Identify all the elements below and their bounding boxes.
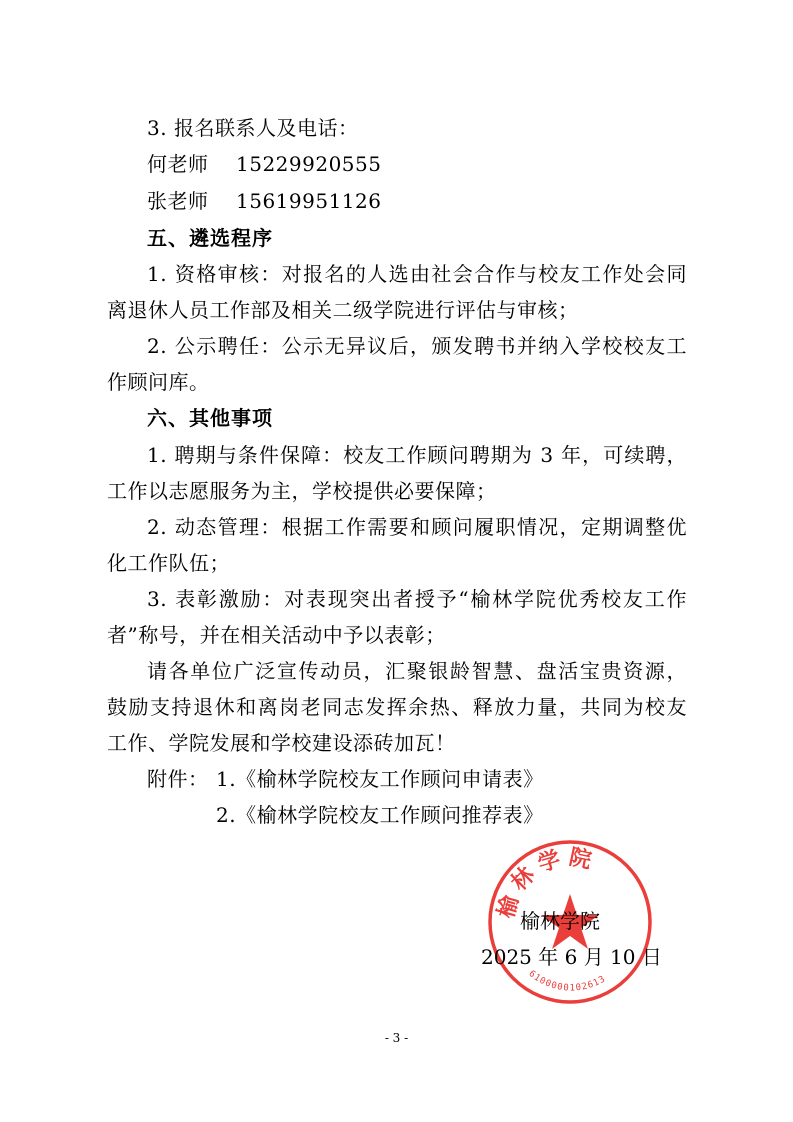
contact-name-1: 何老师 — [147, 152, 209, 176]
section6-line-1: 1. 聘期与条件保障：校友工作顾问聘期为 3 年，可续聘， — [147, 443, 687, 467]
attachment-item-1: 1.《榆林学院校友工作顾问申请表》 — [216, 767, 544, 791]
section6-line-5: 3. 表彰激励：对表现突出者授予“榆林学院优秀校友工作 — [147, 587, 687, 611]
contact-phone-1: 15229920555 — [236, 152, 382, 176]
section6-line-3: 2. 动态管理：根据工作需要和顾问履职情况，定期调整优 — [147, 515, 687, 539]
section5-line-3: 2. 公示聘任：公示无异议后，颁发聘书并纳入学校校友工 — [147, 334, 687, 358]
attachment-item-2: 2.《榆林学院校友工作顾问推荐表》 — [216, 803, 544, 827]
closing-line-2: 鼓励支持退休和离岗老同志发挥余热、释放力量，共同为校友 — [107, 695, 687, 719]
section6-line-6: 者”称号，并在相关活动中予以表彰； — [107, 623, 446, 647]
contact-name-2: 张老师 — [147, 189, 209, 213]
closing-line-3: 工作、学院发展和学校建设添砖加瓦！ — [107, 731, 456, 755]
section6-line-4: 化工作队伍； — [107, 551, 230, 575]
signature-date: 2025 年 6 月 10 日 — [481, 945, 662, 969]
section6-line-2: 工作以志愿服务为主，学校提供必要保障； — [107, 479, 497, 503]
section6-title: 六、其他事项 — [147, 406, 273, 430]
signature-org: 榆林学院 — [520, 909, 600, 933]
attachments-label: 附件： — [147, 767, 209, 791]
contact-phone-2: 15619951126 — [236, 189, 382, 213]
section5-title: 五、遴选程序 — [147, 226, 273, 250]
section5-line-2: 离退休人员工作部及相关二级学院进行评估与审核； — [107, 298, 579, 322]
contact-heading: 3. 报名联系人及电话： — [147, 116, 359, 140]
svg-text:榆林学院: 榆林学院 — [494, 844, 600, 922]
section5-line-4: 作顾问库。 — [107, 370, 210, 394]
svg-text:6100000102613: 6100000102613 — [526, 968, 608, 994]
closing-line-1: 请各单位广泛宣传动员，汇聚银龄智慧、盘活宝贵资源， — [147, 659, 687, 683]
section5-line-1: 1. 资格审核：对报名的人选由社会合作与校友工作处会同 — [147, 262, 687, 286]
page-number: - 3 - — [384, 1031, 409, 1045]
